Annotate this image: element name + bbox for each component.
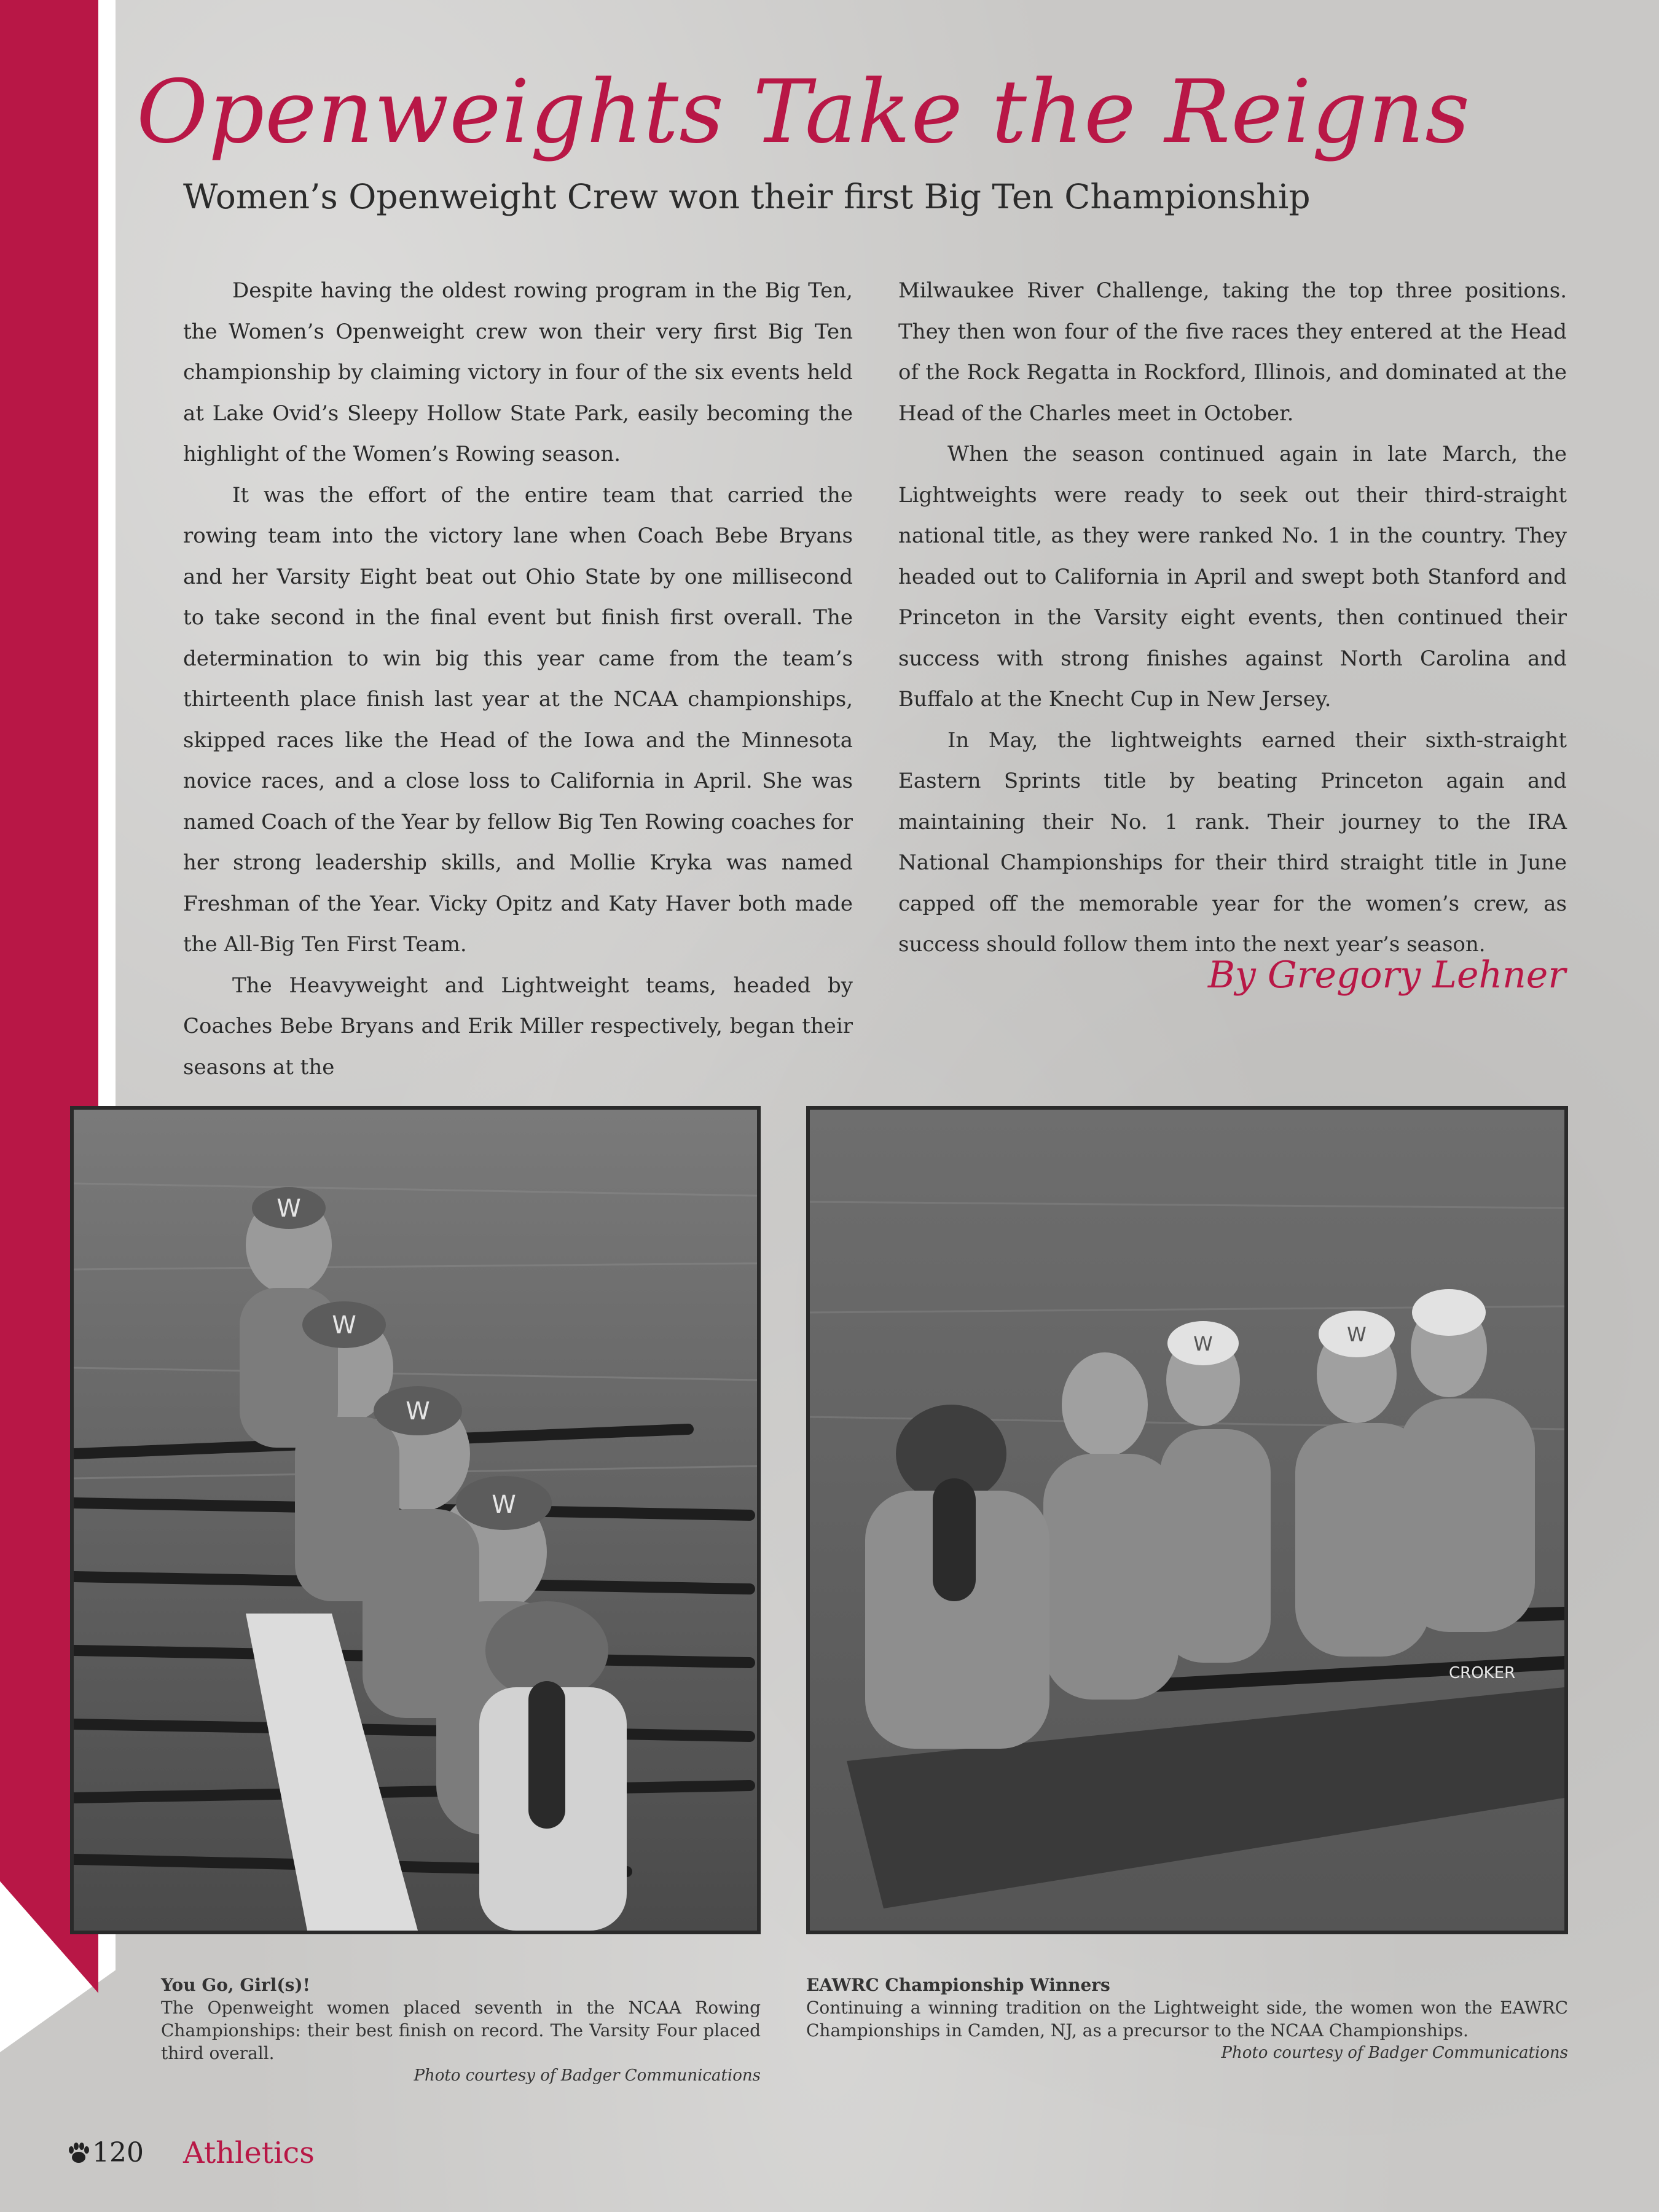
cap-letter: W <box>406 1397 430 1426</box>
paragraph: In May, the lightweights earned their sixth-straight Eastern Sprints title by beating Princeton again and maintaining their No. 1 rank. Their journey to the IRA National Championships for their third straight title in June capped off the memorable year for the women’s crew, as success should follow them into the next year’s season. <box>898 728 1567 957</box>
photo-credit: Photo courtesy of Badger Communications <box>1221 2044 1568 2062</box>
photo-rowers-right-image <box>810 1110 1564 1931</box>
photo-rowers-right <box>806 1106 1568 1934</box>
photo-caption-left <box>161 1974 761 2087</box>
cap-letter: W <box>276 1194 301 1223</box>
article-subtitle: Women’s Openweight Crew won their first Big Ten Championship <box>183 177 1311 216</box>
cap-letter: W <box>492 1491 516 1519</box>
cap-letter: W <box>1193 1332 1213 1355</box>
paw-icon <box>66 2141 91 2165</box>
article-title: Openweights Take the Reigns <box>136 61 1471 163</box>
paragraph: Milwaukee River Challenge, taking the top three positions. They then won four of the five races they entered at the Head of the Rock Regatta in Rockford, Illinois, and dominated at the Head of the Charles meet in October. <box>898 278 1567 426</box>
oar-brand: CROKER <box>1449 1664 1516 1682</box>
caption-body: The Openweight women placed seventh in the NCAA Rowing Championships: their best finish on record. The Varsity Four placed third overall. <box>161 1998 761 2063</box>
cap-letter: W <box>1347 1323 1367 1346</box>
paragraph: Despite having the oldest rowing program in the Big Ten, the Women’s Openweight crew won their very first Big Ten championship by claiming victory in four of the six events held at Lake Ovid’s Sleepy Hollow State Park, easily becoming the highlight of the Women’s Rowing season. <box>183 278 853 466</box>
article-column-left <box>183 270 853 1088</box>
photo-caption-right <box>806 1974 1568 2065</box>
article-column-right <box>898 270 1567 965</box>
paragraph: When the season continued again in late March, the Lightweights were ready to seek out their third-straight national title, as they were ranked No. 1 in the country. They headed out to California in April and swept both Stanford and Princeton in the Varsity eight events, then continued their success with strong finishes against North Carolina and Buffalo at the Knecht Cup in New Jersey. <box>898 442 1567 712</box>
photo-rowers-left <box>70 1106 761 1934</box>
caption-title: You Go, Girl(s)! <box>161 1975 310 1995</box>
byline: By Gregory Lehner <box>1207 954 1566 997</box>
cap-letter: W <box>332 1311 356 1339</box>
caption-title: EAWRC Championship Winners <box>806 1975 1110 1995</box>
photo-credit: Photo courtesy of Badger Communications <box>414 2066 761 2085</box>
paragraph: The Heavyweight and Lightweight teams, headed by Coaches Bebe Bryans and Erik Miller respectively, began their seasons at the <box>183 973 853 1080</box>
paragraph: It was the effort of the entire team that carried the rowing team into the victory lane when Coach Bebe Bryans and her Varsity Eight beat out Ohio State by one millisecond to take second in the final event but finish first overall. The determination to win big this year came from the team’s thirteenth place finish last year at the NCAA championships, skipped races like the Head of the Iowa and the Minnesota novice races, and a close loss to California in April. She was named Coach of the Year by fellow Big Ten Rowing coaches for her strong leadership skills, and Mollie Kryka was named Freshman of the Year. Vicky Opitz and Katy Haver both made the All-Big Ten First Team. <box>183 482 853 957</box>
photo-rowers-left-image <box>74 1110 757 1931</box>
page-number: 120 <box>92 2137 144 2168</box>
caption-body: Continuing a winning tradition on the Lightweight side, the women won the EAWRC Championships in Camden, NJ, as a precursor to the NCAA Championships. <box>806 1998 1568 2041</box>
section-name: Athletics <box>183 2136 315 2170</box>
